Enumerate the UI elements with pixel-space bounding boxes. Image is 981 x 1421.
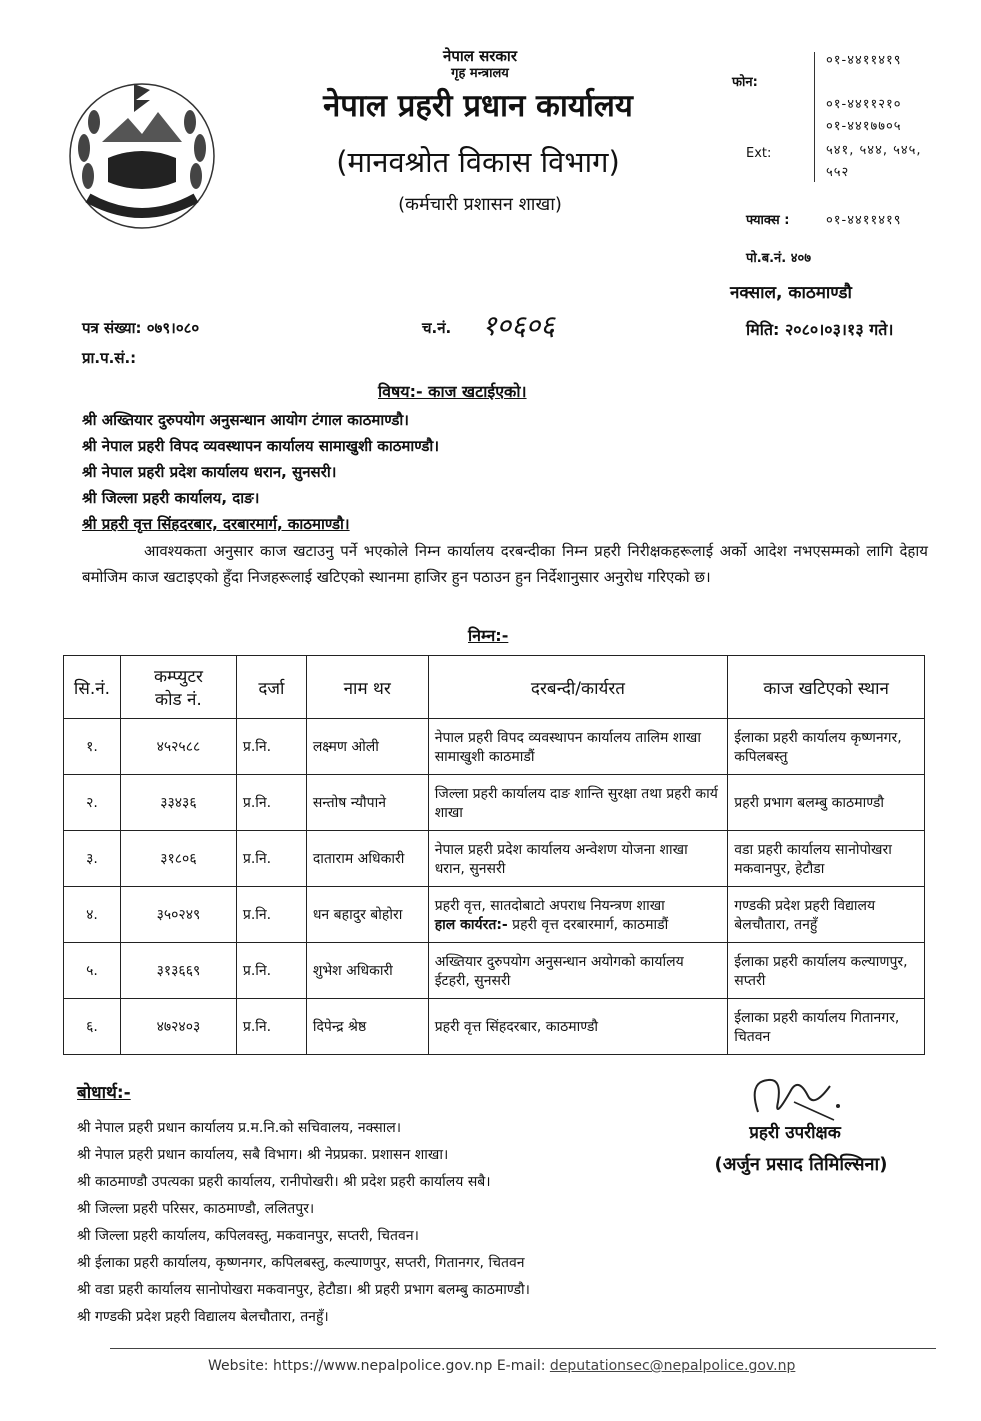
cell-code: ३१८०६: [120, 831, 236, 887]
letter-body: आवश्यकता अनुसार काज खटाउनु पर्ने भएकोले निम्न कार्यालय दरबन्दीका निम्न प्रहरी निरीक्षकहरूलाई अर्को आदेश नभएसम्मको लागि देहाय बमोजिम काज खटाइएको हुँदा निजहरूलाई खटिएको स्थानमा हाजिर हुन पठाउन हुन निर्देशानुसार अनुरोध गरिएको छ।: [82, 542, 928, 586]
cell-rank: प्र.नि.: [236, 943, 306, 999]
fax-label: फ्याक्स :: [746, 213, 790, 228]
table-row: [64, 775, 925, 831]
cell-name: दाताराम अधिकारी: [306, 831, 428, 887]
cell-sn: ६.: [64, 999, 121, 1055]
cell-deputed: ईलाका प्रहरी कार्यालय कृष्णनगर, कपिलबस्तु: [728, 719, 925, 775]
footer-divider: [110, 1348, 936, 1349]
letter-number: पत्र संख्या: ०७९।०८०: [82, 319, 200, 337]
cc-item: श्री गण्डकी प्रदेश प्रहरी विद्यालय बेलचौतारा, तनहुँ।: [77, 1309, 329, 1325]
section-name: (कर्मचारी प्रशासन शाखा): [398, 194, 562, 215]
table-row: [64, 943, 925, 999]
office-location: नक्साल, काठमाण्डौ: [730, 283, 852, 303]
footer-website: Website: https://www.nepalpolice.gov.np E-mail:: [208, 1358, 550, 1374]
cell-name: धन बहादुर बोहोरा: [306, 887, 428, 943]
office-name: नेपाल प्रहरी प्रधान कार्यालय: [323, 88, 633, 124]
cell-posted: नेपाल प्रहरी विपद व्यवस्थापन कार्यालय तालिम शाखा सामाखुशी काठमाडौं: [428, 719, 728, 775]
cell-name: शुभेश अधिकारी: [306, 943, 428, 999]
cc-item: श्री वडा प्रहरी कार्यालय सानोपोखरा मकवानपुर, हेटौडा। श्री प्रहरी प्रभाग बलम्बु काठमाण्डौ।: [77, 1282, 530, 1298]
cc-item: श्री नेपाल प्रहरी प्रधान कार्यालय, सबै विभाग। श्री नेप्रप्रका. प्रशासन शाखा।: [77, 1147, 449, 1163]
cell-sn: २.: [64, 775, 121, 831]
cell-code: ३१३६६९: [120, 943, 236, 999]
cell-sn: ४.: [64, 887, 121, 943]
signature-icon: [738, 1062, 848, 1124]
addressee: श्री अख्तियार दुरुपयोग अनुसन्धान आयोग टंगाल काठमाण्डौ।: [82, 411, 409, 429]
cell-rank: प्र.नि.: [236, 831, 306, 887]
cc-item: श्री काठमाण्डौ उपत्यका प्रहरी कार्यालय, रानीपोखरी। श्री प्रदेश प्रहरी कार्यालय सबै।: [77, 1174, 491, 1190]
phone-label: फोन:: [732, 75, 758, 90]
dispatch-label: च.नं.: [422, 319, 452, 337]
cell-deputed: ईलाका प्रहरी कार्यालय कल्याणपुर, सप्तरी: [728, 943, 925, 999]
extension-numbers: ५५२: [826, 165, 850, 180]
previous-reference: प्रा.प.सं.:: [82, 349, 137, 367]
cell-code: ४५२५८८: [120, 719, 236, 775]
table-row: [64, 719, 925, 775]
col-header-posted: दरबन्दी/कार्यरत: [428, 656, 728, 719]
cc-item: श्री जिल्ला प्रहरी कार्यालय, कपिलवस्तु, मकवानपुर, सप्तरी, चितवन।: [77, 1228, 419, 1244]
cell-rank: प्र.नि.: [236, 719, 306, 775]
col-header-sn: सि.नं.: [64, 656, 121, 719]
cc-item: श्री जिल्ला प्रहरी परिसर, काठमाण्डौ, ललितपुर।: [77, 1201, 315, 1217]
cell-rank: प्र.नि.: [236, 999, 306, 1055]
department-name: (मानवश्रोत विकास विभाग): [336, 145, 620, 179]
cell-code: ३५०२४९: [120, 887, 236, 943]
col-header-rank: दर्जा: [236, 656, 306, 719]
cell-rank: प्र.नि.: [236, 887, 306, 943]
cell-deputed: प्रहरी प्रभाग बलम्बु काठमाण्डौ: [728, 775, 925, 831]
cc-title: बोधार्थ:-: [77, 1083, 131, 1103]
cc-item: श्री नेपाल प्रहरी प्रधान कार्यालय प्र.म.नि.को सचिवालय, नक्साल।: [77, 1120, 402, 1136]
cell-sn: ५.: [64, 943, 121, 999]
cell-name: लक्ष्मण ओली: [306, 719, 428, 775]
contact-brace: [814, 52, 815, 182]
table-row: [64, 999, 925, 1055]
signatory-name: (अर्जुन प्रसाद तिमिल्सिना): [714, 1154, 888, 1175]
cell-deputed: ईलाका प्रहरी कार्यालय गितानगर, चितवन: [728, 999, 925, 1055]
cell-posted: जिल्ला प्रहरी कार्यालय दाङ शान्ति सुरक्षा तथा प्रहरी कार्य शाखा: [428, 775, 728, 831]
table-heading: निम्न:-: [468, 626, 509, 645]
table-row: [64, 887, 925, 943]
extension-numbers: ५४१, ५४४, ५४५,: [826, 143, 922, 158]
cell-posted: अख्तियार दुरुपयोग अनुसन्धान अयोगको कार्यालय ईटहरी, सुनसरी: [428, 943, 728, 999]
col-header-code: कम्प्युटर कोड नं.: [120, 656, 236, 719]
cell-deputed: वडा प्रहरी कार्यालय सानोपोखरा मकवानपुर, हेटौडा: [728, 831, 925, 887]
cell-sn: १.: [64, 719, 121, 775]
addressee: श्री नेपाल प्रहरी विपद व्यवस्थापन कार्यालय सामाखुशी काठमाण्डौ।: [82, 437, 440, 455]
col-header-name: नाम थर: [306, 656, 428, 719]
cell-sn: ३.: [64, 831, 121, 887]
table-row: [64, 831, 925, 887]
fax-number: ०१-४४११४१९: [826, 213, 902, 228]
cell-deputed: गण्डकी प्रदेश प्रहरी विद्यालय बेलचौतारा, तनहुँ: [728, 887, 925, 943]
cell-name: सन्तोष न्यौपाने: [306, 775, 428, 831]
cell-code: ४७२४०३: [120, 999, 236, 1055]
col-header-deputed: काज खटिएको स्थान: [728, 656, 925, 719]
footer-email[interactable]: deputationsec@nepalpolice.gov.np: [549, 1358, 796, 1374]
deputation-table: [63, 655, 925, 1055]
cell-posted: प्रहरी वृत्त, सातदोबाटो अपराध नियन्त्रण शाखा हाल कार्यरत:- प्रहरी वृत्त दरबारमार्ग, काठमाडौं: [428, 887, 728, 943]
cell-rank: प्र.नि.: [236, 775, 306, 831]
letter-date: मिति: २०८०।०३।१३ गते।: [746, 320, 894, 339]
phone-number: ०१-४४१७७०५: [826, 119, 902, 134]
cell-posted: प्रहरी वृत्त सिंहदरबार, काठमाण्डौ: [428, 999, 728, 1055]
cell-name: दिपेन्द्र श्रेष्ठ: [306, 999, 428, 1055]
addressee: श्री प्रहरी वृत्त सिंहदरबार, दरबारमार्ग, काठमाण्डौ।: [82, 515, 350, 533]
cell-code: ३३४३६: [120, 775, 236, 831]
addressee: श्री जिल्ला प्रहरी कार्यालय, दाङ।: [82, 489, 260, 507]
nepal-emblem-icon: [58, 78, 226, 238]
cell-posted: नेपाल प्रहरी प्रदेश कार्यालय अन्वेशण योजना शाखा धरान, सुनसरी: [428, 831, 728, 887]
footer-contact: [208, 1358, 795, 1374]
government-name: नेपाल सरकार गृह मन्त्रालय: [443, 47, 517, 81]
cc-item: श्री ईलाका प्रहरी कार्यालय, कृष्णनगर, कपिलबस्तु, कल्याणपुर, सप्तरी, गितानगर, चितवन: [77, 1255, 525, 1271]
letter-subject: विषय:- काज खटाईएको।: [378, 382, 527, 401]
ext-label: Ext:: [746, 146, 772, 161]
addressee: श्री नेपाल प्रहरी प्रदेश कार्यालय धरान, सुनसरी।: [82, 463, 337, 481]
dispatch-number: १०६०६: [482, 309, 555, 342]
signatory-title: प्रहरी उपरीक्षक: [749, 1123, 841, 1143]
phone-number: ०१-४४११४१९: [826, 53, 902, 68]
phone-number: ०१-४४११२१०: [826, 97, 902, 112]
po-box: पो.ब.नं. ४०७: [746, 251, 812, 266]
